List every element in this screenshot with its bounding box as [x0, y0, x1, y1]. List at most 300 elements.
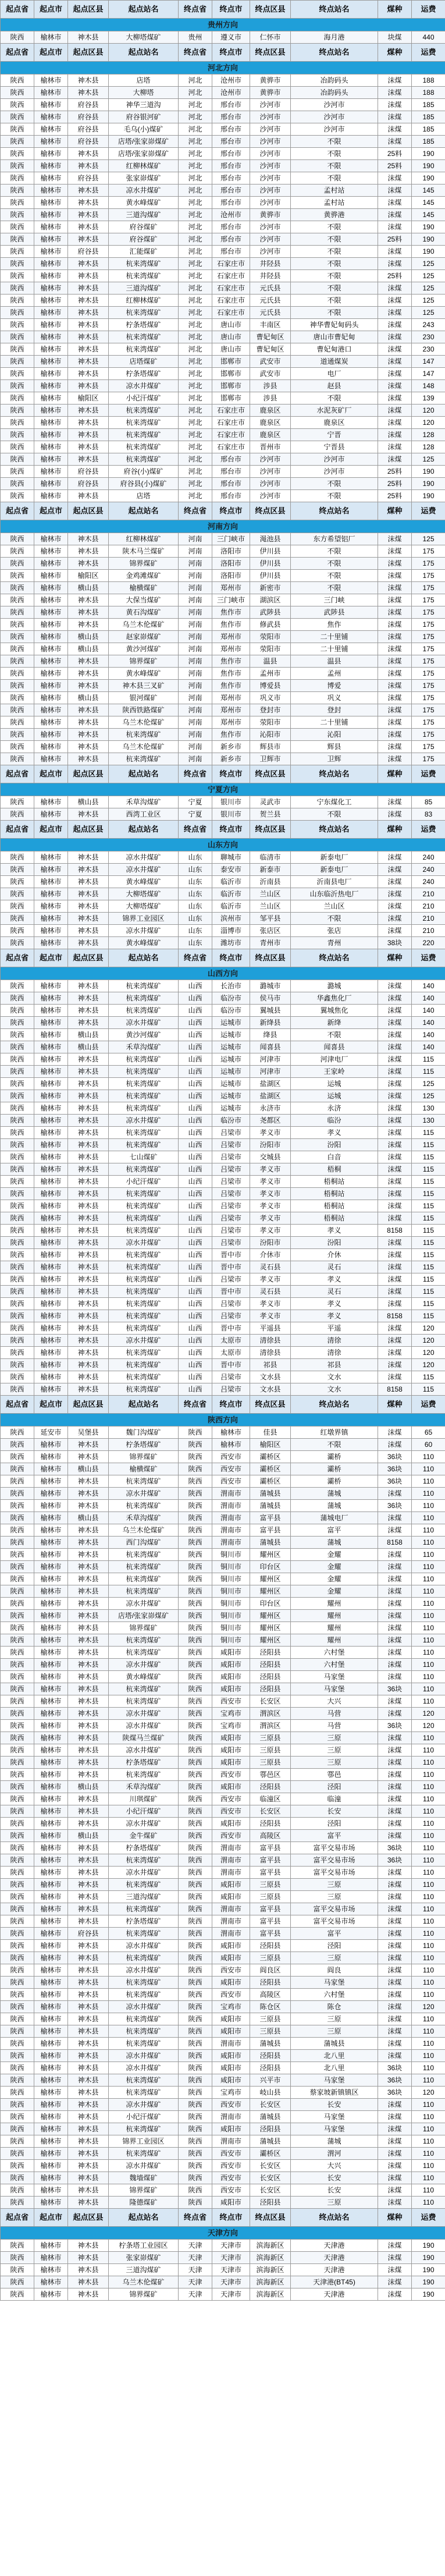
table-cell: 沫煤	[378, 796, 412, 808]
table-row	[1, 864, 445, 876]
table-cell: 孝义市	[250, 1176, 291, 1188]
table-cell: 榆林市	[34, 2148, 68, 2160]
table-cell: 宁东煤化工	[291, 796, 378, 808]
table-cell: 铜川市	[212, 1561, 250, 1573]
table-cell: 榆林市	[34, 2001, 68, 2013]
table-cell: 110	[412, 2172, 445, 2184]
table-cell: 不限	[291, 221, 378, 233]
table-cell: 耀州	[291, 1598, 378, 1610]
table-cell: 沫煤	[378, 184, 412, 197]
table-cell: 孝义市	[250, 1212, 291, 1225]
table-cell: 陕西	[1, 1854, 34, 1867]
table-row	[1, 716, 445, 729]
table-cell: 杭来湾煤矿	[109, 1261, 179, 1273]
table-cell: 铜川市	[212, 1622, 250, 1634]
table-cell: 山东	[179, 888, 212, 900]
table-cell: 神木县	[68, 741, 109, 753]
table-cell: 神木县	[68, 900, 109, 913]
table-cell: 榆林市	[34, 74, 68, 87]
table-row	[1, 1041, 445, 1053]
table-cell: 榆林市	[34, 1818, 68, 1830]
table-cell: 陕西	[1, 2111, 34, 2123]
table-cell: 鹿泉区	[291, 417, 378, 429]
table-cell: 沫煤	[378, 1805, 412, 1818]
table-row	[1, 148, 445, 160]
table-row	[1, 1439, 445, 1451]
table-cell: 175	[412, 643, 445, 655]
table-row	[1, 1573, 445, 1585]
table-cell: 吕梁市	[212, 1163, 250, 1176]
column-header: 终点区县	[250, 502, 291, 520]
table-cell: 沫煤	[378, 980, 412, 992]
column-header: 煤种	[378, 949, 412, 967]
table-cell: 榆林市	[34, 876, 68, 888]
table-row	[1, 937, 445, 949]
table-cell: 邢台市	[212, 123, 250, 136]
table-cell: 陕西	[1, 172, 34, 184]
table-cell: 沫煤	[378, 1017, 412, 1029]
table-cell: 榆林市	[34, 478, 68, 490]
table-cell: 凉水井煤矿	[109, 851, 179, 864]
table-cell: 沫煤	[378, 1708, 412, 1720]
table-cell: 陕西	[1, 368, 34, 380]
table-row	[1, 136, 445, 148]
table-cell: 沫煤	[378, 2135, 412, 2148]
table-cell: 神木县	[68, 2111, 109, 2123]
table-cell: 泾阳县	[250, 1671, 291, 1683]
table-cell: 渭河	[291, 2148, 378, 2160]
table-cell: 杭来湾煤矿	[109, 331, 179, 343]
table-cell: 陕西	[1, 1005, 34, 1017]
table-cell: 神木县	[68, 1200, 109, 1212]
table-cell: 鹿泉区	[250, 417, 291, 429]
table-cell: 榆林市	[34, 453, 68, 466]
table-cell: 陕西	[179, 1830, 212, 1842]
table-cell: 陕西	[179, 2111, 212, 2123]
table-cell: 榆林市	[34, 2184, 68, 2197]
table-cell: 运城市	[212, 1017, 250, 1029]
table-cell: 25料	[378, 478, 412, 490]
table-cell: 110	[412, 1732, 445, 1744]
table-cell: 富平县	[250, 1524, 291, 1537]
table-cell: 三门峡	[291, 594, 378, 606]
table-cell: 不限	[291, 148, 378, 160]
table-cell: 沫煤	[378, 1029, 412, 1041]
column-header-row	[1, 765, 445, 783]
table-cell: 七山煤矿	[109, 1151, 179, 1163]
table-cell: 禾草沟煤矿	[109, 1041, 179, 1053]
table-cell: 陕西	[1, 716, 34, 729]
table-cell: 沫煤	[378, 1041, 412, 1053]
table-cell: 110	[412, 1830, 445, 1842]
section-title: 陕西方向	[1, 1414, 445, 1427]
table-row	[1, 1561, 445, 1573]
table-cell: 榆林市	[34, 2050, 68, 2062]
table-cell: 139	[412, 392, 445, 405]
table-cell: 汇能煤矿	[109, 246, 179, 258]
table-cell: 渭南市	[212, 1524, 250, 1537]
table-cell: 110	[412, 1561, 445, 1573]
table-cell: 沫煤	[378, 453, 412, 466]
column-header: 起点站名	[109, 44, 179, 62]
table-cell: 25料	[378, 233, 412, 246]
table-row	[1, 123, 445, 136]
table-cell: 河北	[179, 368, 212, 380]
table-cell: 杭来湾煤矿	[109, 1573, 179, 1585]
table-cell: 110	[412, 1989, 445, 2001]
table-cell: 陕西	[179, 2074, 212, 2087]
table-cell: 陕西	[1, 490, 34, 502]
table-cell: 陕西	[1, 1695, 34, 1708]
table-cell: 沫煤	[378, 123, 412, 136]
table-cell: 140	[412, 992, 445, 1005]
table-cell: 陕西	[1, 1298, 34, 1310]
table-cell: 沫煤	[378, 1359, 412, 1371]
column-header: 起点站名	[109, 765, 179, 783]
table-cell: 富平县	[250, 1854, 291, 1867]
table-row	[1, 307, 445, 319]
table-cell: 榆林市	[34, 1212, 68, 1225]
table-cell: 陕西	[179, 1585, 212, 1598]
table-cell: 神木县	[68, 1017, 109, 1029]
table-cell: 榆林市	[34, 1964, 68, 1977]
table-cell: 泾阳县	[250, 2123, 291, 2135]
column-header: 煤种	[378, 765, 412, 783]
table-row	[1, 209, 445, 221]
table-cell: 蒲城电厂	[291, 1512, 378, 1524]
table-cell: 长安区	[250, 2099, 291, 2111]
table-cell: 陕西	[1, 1769, 34, 1781]
table-cell: 杭来湾煤矿	[109, 1188, 179, 1200]
table-cell: 杭来湾煤矿	[109, 1310, 179, 1322]
table-cell: 府谷银河矿	[109, 111, 179, 123]
table-cell: 泾阳县	[250, 1659, 291, 1671]
table-cell: 唐山市曹妃甸	[291, 331, 378, 343]
section-title-row	[1, 839, 445, 851]
table-cell: 陕西	[1, 796, 34, 808]
table-cell: 陕西	[1, 380, 34, 392]
table-cell: 沫煤	[378, 619, 412, 631]
table-cell: 神木县	[68, 1598, 109, 1610]
table-cell: 陕西	[179, 1524, 212, 1537]
table-row	[1, 1427, 445, 1439]
table-cell: 陕西	[1, 2172, 34, 2184]
table-cell: 张家峁煤矿	[109, 2252, 179, 2264]
table-cell: 榆林市	[34, 1695, 68, 1708]
table-cell: 110	[412, 1573, 445, 1585]
table-cell: 兴平市	[250, 2074, 291, 2087]
table-cell: 榆林市	[34, 1659, 68, 1671]
table-cell: 榆林市	[34, 1115, 68, 1127]
table-cell: 陕西	[1, 753, 34, 765]
table-cell: 陕西	[1, 331, 34, 343]
table-cell: 吕梁市	[212, 1176, 250, 1188]
table-cell: 耀州区	[250, 1585, 291, 1598]
table-cell: 富平交易市场	[291, 1842, 378, 1854]
table-row	[1, 1188, 445, 1200]
table-cell: 聊城市	[212, 851, 250, 864]
table-cell: 凉水井煤矿	[109, 1818, 179, 1830]
table-cell: 沫煤	[378, 582, 412, 594]
table-cell: 长安区	[250, 2172, 291, 2184]
table-cell: 神木县	[68, 1610, 109, 1622]
table-cell: 神木县	[68, 429, 109, 441]
table-cell: 神木县	[68, 558, 109, 570]
table-cell: 115	[412, 1163, 445, 1176]
table-cell: 榆林市	[34, 1915, 68, 1928]
table-cell: 河北	[179, 172, 212, 184]
table-row	[1, 1383, 445, 1396]
table-cell: 三原县	[250, 1879, 291, 1891]
table-cell: 块煤	[378, 31, 412, 44]
table-row	[1, 631, 445, 643]
table-cell: 凉水井煤矿	[109, 1488, 179, 1500]
table-row	[1, 1488, 445, 1500]
table-cell: 陕西	[1, 2148, 34, 2160]
table-cell: 神木县	[68, 594, 109, 606]
column-header: 起点市	[34, 1396, 68, 1414]
table-row	[1, 74, 445, 87]
table-cell: 梧桐站	[291, 1176, 378, 1188]
table-cell: 元氏县	[250, 282, 291, 294]
table-cell: 山西	[179, 1017, 212, 1029]
table-cell: 焦作	[291, 619, 378, 631]
table-cell: 陕西	[1, 533, 34, 545]
table-cell: 小纪汗煤矿	[109, 1805, 179, 1818]
table-cell: 涉县	[250, 380, 291, 392]
table-row	[1, 1598, 445, 1610]
table-cell: 天津市	[212, 2240, 250, 2252]
table-cell: 杭来湾煤矿	[109, 1585, 179, 1598]
table-cell: 陕西	[179, 1561, 212, 1573]
table-cell: 咸阳市	[212, 1952, 250, 1964]
table-cell: 沫煤	[378, 1212, 412, 1225]
table-cell: 黄骅港	[291, 209, 378, 221]
table-cell: 榆林市	[34, 1720, 68, 1732]
column-header: 终点站名	[291, 949, 378, 967]
table-cell: 梧桐站	[291, 1212, 378, 1225]
table-cell: 陕西	[179, 1928, 212, 1940]
table-cell: 神木县	[68, 453, 109, 466]
table-cell: 沫煤	[378, 594, 412, 606]
table-cell: 85	[412, 796, 445, 808]
table-cell: 府谷县	[68, 123, 109, 136]
table-cell: 神木县	[68, 282, 109, 294]
table-cell: 耀州区	[250, 1610, 291, 1622]
table-cell: 沫煤	[378, 2148, 412, 2160]
table-cell: 凉水井煤矿	[109, 2062, 179, 2074]
table-row	[1, 2025, 445, 2038]
table-row	[1, 1273, 445, 1286]
column-header: 起点省	[1, 1396, 34, 1414]
table-cell: 陕西	[179, 1708, 212, 1720]
table-cell: 小纪汗煤矿	[109, 392, 179, 405]
table-cell: 辉县市	[250, 741, 291, 753]
table-cell: 吴堡县	[68, 1427, 109, 1439]
table-row	[1, 1683, 445, 1695]
table-cell: 石家庄市	[212, 441, 250, 453]
table-cell: 温县	[250, 655, 291, 668]
table-cell: 晋州市	[250, 441, 291, 453]
table-cell: 河南	[179, 558, 212, 570]
table-cell: 渭南市	[212, 2111, 250, 2123]
table-cell: 孝义市	[250, 1225, 291, 1237]
table-cell: 荥阳市	[250, 716, 291, 729]
table-cell: 小纪汗煤矿	[109, 2111, 179, 2123]
table-row	[1, 1359, 445, 1371]
table-cell: 黄水峰煤矿	[109, 876, 179, 888]
table-cell: 泾阳	[291, 1781, 378, 1793]
table-cell: 横山县	[68, 1512, 109, 1524]
table-cell: 榆横煤矿	[109, 582, 179, 594]
table-cell: 孝义市	[250, 1200, 291, 1212]
table-cell: 新泰电厂	[291, 851, 378, 864]
table-cell: 陕西	[179, 1634, 212, 1647]
table-cell: 吕梁市	[212, 1127, 250, 1139]
table-cell: 榆林市	[34, 160, 68, 172]
table-cell: 孟州	[291, 668, 378, 680]
column-header: 终点省	[179, 502, 212, 520]
table-cell: 不限	[291, 282, 378, 294]
table-cell: 沫煤	[378, 2123, 412, 2135]
table-cell: 神木县	[68, 716, 109, 729]
table-row	[1, 1708, 445, 1720]
table-cell: 神木县	[68, 925, 109, 937]
table-cell: 曹妃甸港口	[291, 343, 378, 356]
table-cell: 孝义市	[250, 1310, 291, 1322]
table-row	[1, 1818, 445, 1830]
table-cell: 125	[412, 1078, 445, 1090]
table-cell: 沫煤	[378, 221, 412, 233]
table-cell: 神木县	[68, 2001, 109, 2013]
table-row	[1, 1225, 445, 1237]
table-cell: 郑州市	[212, 631, 250, 643]
table-cell: 神木县	[68, 808, 109, 821]
column-header-row	[1, 502, 445, 520]
column-header: 运费	[412, 821, 445, 839]
table-cell: 沫煤	[378, 606, 412, 619]
table-cell: 沫煤	[378, 1261, 412, 1273]
table-cell: 榆林市	[34, 1524, 68, 1537]
table-cell: 三道沟煤矿	[109, 2264, 179, 2276]
table-row	[1, 2288, 445, 2301]
table-cell: 宝鸡市	[212, 1720, 250, 1732]
table-cell: 神木县	[68, 1163, 109, 1176]
table-cell: 天津	[179, 2264, 212, 2276]
table-cell: 陕西	[1, 1151, 34, 1163]
table-row	[1, 594, 445, 606]
table-cell: 沫煤	[378, 136, 412, 148]
table-cell: 陕西	[1, 405, 34, 417]
column-header: 起点省	[1, 765, 34, 783]
table-cell: 神木县	[68, 343, 109, 356]
table-cell: 38块	[378, 937, 412, 949]
table-cell: 沂南县	[250, 876, 291, 888]
table-cell: 榆林市	[34, 692, 68, 704]
table-cell: 榆阳区	[68, 392, 109, 405]
table-cell: 河津市	[250, 1066, 291, 1078]
table-cell: 陕西	[1, 1102, 34, 1115]
table-cell: 榆林市	[34, 1151, 68, 1163]
table-cell: 陕西	[1, 2074, 34, 2087]
table-cell: 陕西	[179, 1549, 212, 1561]
table-cell: 铜川市	[212, 1585, 250, 1598]
table-cell: 190	[412, 2276, 445, 2288]
table-cell: 临沂市	[212, 888, 250, 900]
table-row	[1, 2074, 445, 2087]
table-cell: 潞城	[291, 980, 378, 992]
table-cell: 神华曹妃甸码头	[291, 319, 378, 331]
table-cell: 陕西	[1, 466, 34, 478]
table-cell: 沫煤	[378, 741, 412, 753]
column-header: 终点区县	[250, 1396, 291, 1414]
table-row	[1, 533, 445, 545]
table-cell: 榆林市	[34, 1903, 68, 1915]
table-cell: 不限	[291, 233, 378, 246]
table-cell: 神木县	[68, 1249, 109, 1261]
table-cell: 115	[412, 1383, 445, 1396]
table-cell: 榆林市	[34, 1139, 68, 1151]
table-cell: 文水县	[250, 1371, 291, 1383]
table-row	[1, 1549, 445, 1561]
table-cell: 陕西	[1, 2288, 34, 2301]
table-row	[1, 1286, 445, 1298]
table-cell: 神木县	[68, 209, 109, 221]
table-cell: 陕西	[1, 258, 34, 270]
table-cell: 115	[412, 1151, 445, 1163]
table-cell: 神木县	[68, 851, 109, 864]
table-cell: 陕西	[1, 851, 34, 864]
table-cell: 陕西	[1, 31, 34, 44]
table-cell: 陕西	[1, 2025, 34, 2038]
table-cell: 榆林市	[34, 417, 68, 429]
table-cell: 孝义市	[250, 1298, 291, 1310]
table-cell: 邯郸市	[212, 392, 250, 405]
table-row	[1, 2276, 445, 2288]
table-cell: 145	[412, 209, 445, 221]
table-cell: 鄠邑区	[250, 1769, 291, 1781]
table-cell: 新泰电厂	[291, 864, 378, 876]
table-cell: 三门峡市	[212, 533, 250, 545]
table-cell: 榆林市	[34, 1842, 68, 1854]
table-cell: 杭来湾煤矿	[109, 1383, 179, 1396]
table-cell: 洛阳市	[212, 545, 250, 558]
table-cell: 陕西	[1, 668, 34, 680]
table-cell: 陕西	[1, 356, 34, 368]
table-cell: 横山县	[68, 692, 109, 704]
table-row	[1, 2160, 445, 2172]
table-row	[1, 1867, 445, 1879]
table-cell: 沫煤	[378, 1952, 412, 1964]
table-cell: 孝义	[291, 1298, 378, 1310]
table-cell: 咸阳市	[212, 1757, 250, 1769]
table-cell: 神木县	[68, 619, 109, 631]
table-cell: 焦作市	[212, 668, 250, 680]
table-cell: 陕西	[179, 1598, 212, 1610]
table-cell: 榆林市	[34, 2288, 68, 2301]
table-cell: 大兴	[291, 1695, 378, 1708]
table-cell: 榆林市	[34, 1757, 68, 1769]
table-cell: 渭南市	[212, 1854, 250, 1867]
table-cell: 榆林市	[34, 405, 68, 417]
table-cell: 陕西	[1, 2050, 34, 2062]
table-cell: 杭来湾煤矿	[109, 1212, 179, 1225]
table-cell: 蒲城	[291, 1537, 378, 1549]
table-cell: 沙河市	[250, 221, 291, 233]
table-cell: 榆林市	[34, 1610, 68, 1622]
table-cell: 神木县	[68, 1622, 109, 1634]
table-cell: 河南	[179, 741, 212, 753]
